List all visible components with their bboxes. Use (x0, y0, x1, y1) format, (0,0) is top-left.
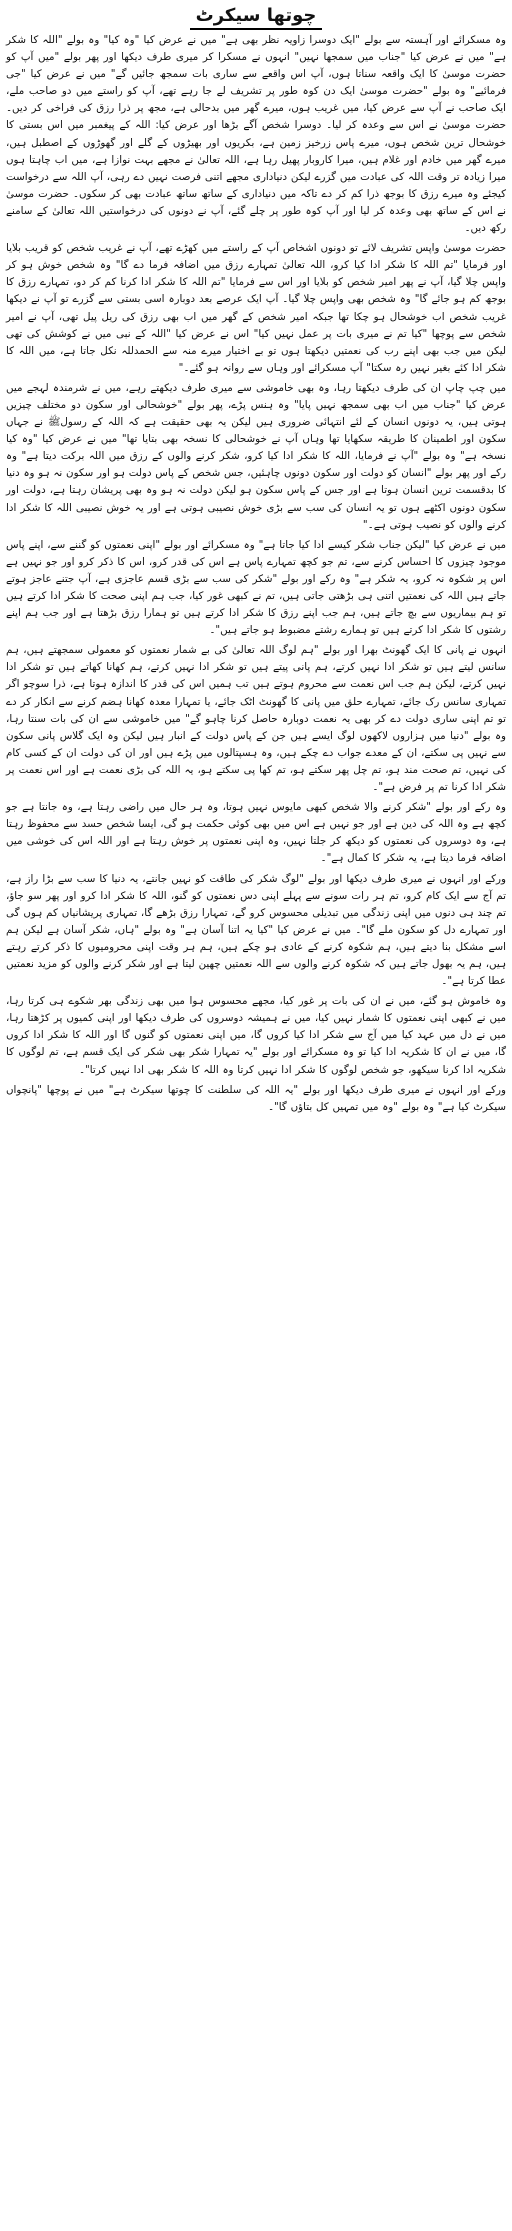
article-page (4, 2, 508, 2229)
paragraph-2: حضرت موسیٰ واپس تشریف لائے تو دونوں اشخاص آپ کے راستے میں کھڑے تھے، آپ نے غریب شخص کو قریب بلایا اور فرمایا "تم اللہ کا شکر ادا کیا کرو، اللہ تعالیٰ تمہارے رزق میں اضافہ فرما دے گا" وہ شخص خوش ہو کر واپس چلا گیا، آپ نے پھر امیر شخص کو بلایا اور اس سے فرمایا "تم اللہ کا شکر ادا کرنا کم کر دو، تمہارے رزق کا بوجھ کم ہو جائے گا" وہ شخص بھی واپس چلا گیا۔ آپ ایک عرصے بعد دوبارہ اسی بستی سے گزرے تو آپ نے دیکھا غریب شخص اب خوشحال ہو چکا تھا جبکہ امیر شخص کے گھر میں اب بھی رزق کی ریل پیل تھی، آپ نے امیر شخص سے پوچھا "کیا تم نے میری بات پر عمل نہیں کیا" اس نے عرض کیا "اللہ کے نبی میں نے کوشش کی تھی لیکن میں جب بھی اپنے رب کی نعمتیں دیکھتا ہوں تو بے اختیار میرے منہ سے الحمدللہ نکل جاتا ہے، میں اللہ کا شکر ادا کئے بغیر نہیں رہ سکتا" آپ مسکرائے اور وہاں سے روانہ ہو گئے۔" (6, 242, 506, 374)
paragraph-1: وہ مسکرائے اور آہستہ سے بولے "ایک دوسرا زاویہ نظر بھی ہے" میں نے عرض کیا "وہ کیا" وہ بولے "اللہ کا شکر ہے" میں نے عرض کیا "جناب میں سمجھا نہیں" انہوں نے مسکرا کر میری طرف دیکھا اور پھر بولے "میں آپ کو حضرت موسیٰ کا ایک واقعہ سناتا ہوں، آپ اس واقعے سے ساری بات سمجھ جائیں گے" میں نے عرض کیا "جی فرمائیے" وہ بولے "حضرت موسیٰ ایک دن کوہ طور پر تشریف لے جا رہے تھے، آپ کو راستے میں دو صاحب ملے، ایک صاحب نے آپ سے عرض کیا، میں غریب ہوں، میرے گھر میں بدحالی ہے، مجھ پر ذرا رزق کی فراخی کر دیں۔ حضرت موسیٰ نے اس سے وعدہ کر لیا۔ دوسرا شخص آگے بڑھا اور عرض کیا: اللہ کے پیغمبر میں اس بستی کا خوشحال ترین شخص ہوں، میرے پاس زرخیز زمین ہے، بکریوں اور بھیڑوں کے گلے اور گھوڑوں کے اصطبل ہیں، میرے گھر میں خادم اور غلام ہیں، میرا کاروبار پھیل رہا ہے، اللہ تعالیٰ نے مجھے بہت نوازا ہے، میں اب چاہتا ہوں میرا زیادہ تر وقت اللہ کی عبادت میں گزرے لیکن دنیاداری مجھے اتنی فرصت نہیں دے رہی، آپ اللہ سے درخواست کیجئے وہ میرے رزق کا بوجھ ذرا کم کر دے تاکہ میں دنیاداری کے ساتھ ساتھ عبادت بھی کر سکوں۔ حضرت موسیٰ نے اس کے ساتھ بھی وعدہ کر لیا اور آپ کوہ طور پر چلے گئے، آپ نے دونوں کی درخواستیں اللہ تعالیٰ کے سامنے رکھ دیں۔ (6, 34, 506, 235)
title-wrap (4, 2, 508, 28)
paragraph-6: وہ رکے اور بولے "شکر کرنے والا شخص کبھی مایوس نہیں ہوتا، وہ ہر حال میں راضی رہتا ہے، وہ جانتا ہے جو کچھ ہے وہ اللہ کی دین ہے اور جو نہیں ہے اس میں بھی کوئی حکمت ہو گی، ایسا شخص حسد سے محفوظ رہتا ہے، وہ دوسروں کی نعمتوں کو دیکھ کر جلتا نہیں، وہ اپنی نعمتوں پر خوش رہتا ہے اور اللہ اس کی خوشی میں اضافہ فرما دیتا ہے، یہ شکر کا کمال ہے"۔ (6, 801, 506, 865)
article-body (6, 32, 506, 1116)
paragraph-4: میں نے عرض کیا "لیکن جناب شکر کیسے ادا کیا جاتا ہے" وہ مسکرائے اور بولے "اپنی نعمتوں کو گننے سے، اپنے پاس موجود چیزوں کا احساس کرنے سے، تم جو کچھ تمہارے پاس ہے اس کی قدر کرو، اس کا ذکر کرو اور جو نہیں ہے اس پر شکوہ نہ کرو، یہ شکر ہے" وہ رکے اور بولے "شکر کی سب سے بڑی قسم عاجزی ہے، آپ جتنے عاجز ہوتے جاتے ہیں اللہ کی نعمتیں اتنی ہی بڑھتی جاتی ہیں، تم نے کبھی غور کیا، جب ہم اپنی صحت کا شکر ادا کرتے ہیں تو ہم بیماریوں سے بچ جاتے ہیں، ہم جب اپنے رزق کا شکر ادا کرتے ہیں تو ہمارا رزق بڑھتا ہے اور جب ہم اپنے رشتوں کا شکر ادا کرتے ہیں تو ہمارے رشتے مضبوط ہو جاتے ہیں"۔ (6, 538, 506, 637)
paragraph-3: میں چپ چاپ ان کی طرف دیکھتا رہا، وہ بھی خاموشی سے میری طرف دیکھتے رہے، میں نے شرمندہ لہجے میں عرض کیا "جناب میں اب بھی سمجھ نہیں پایا" وہ ہنس پڑے، پھر بولے "خوشحالی اور سکون دو مختلف چیزیں ہوتی ہیں، یہ دونوں انسان کے لئے انتہائی ضروری ہیں لیکن یہ بھی حقیقت ہے کہ اللہ کے رسولﷺ نے جہاں سکون اور اطمینان کا طریقہ سکھایا تھا وہاں آپ نے خوشحالی کا نسخہ بھی بتایا تھا" میں نے عرض کیا "وہ کیا نسخہ ہے" وہ بولے "آپ نے فرمایا، اللہ کا شکر ادا کیا کرو، شکر کرنے والوں کے رزق میں اللہ برکت دیتا ہے" وہ رکے اور پھر بولے "انسان کو دولت اور سکون دونوں چاہئیں، جس شخص کے پاس دولت ہو اور سکون نہ ہو وہ دنیا کا بدقسمت ترین انسان ہوتا ہے اور جس کے پاس سکون ہو لیکن دولت نہ ہو وہ بھی پریشان رہتا ہے، دولت اور سکون دونوں اکٹھے ہوں تو یہ انسان کی سب سے بڑی خوش نصیبی ہوتی ہے اور یہ خوش نصیبی اللہ کا شکر ادا کرنے والوں کو نصیب ہوتی ہے۔" (6, 381, 506, 531)
paragraph-8: وہ خاموش ہو گئے، میں نے ان کی بات پر غور کیا، مجھے محسوس ہوا میں بھی زندگی بھر شکوے ہی کرتا رہا، میں نے کبھی اپنی نعمتوں کا شمار نہیں کیا، میں نے ہمیشہ دوسروں کی طرف دیکھا اور اپنی کمیوں پر کڑھتا رہا، میں نے دل میں عہد کیا میں آج سے شکر ادا کیا کروں گا، میں اپنی نعمتوں کو گنوں گا اور اللہ کا شکر ادا کروں گا، میں نے ان کا شکریہ ادا کیا تو وہ مسکرائے اور بولے "یہ تمہارا شکر بھی شکر کی ایک قسم ہے، تم لوگوں کا شکریہ ادا کرنا سیکھو، جو شخص لوگوں کا شکر ادا نہیں کرتا وہ اللہ کا شکر بھی ادا نہیں کرتا"۔ (6, 995, 506, 1076)
paragraph-5: انہوں نے پانی کا ایک گھونٹ بھرا اور بولے "ہم لوگ اللہ تعالیٰ کی بے شمار نعمتوں کو معمولی سمجھتے ہیں، ہم سانس لیتے ہیں تو شکر ادا نہیں کرتے، ہم پانی پیتے ہیں تو شکر ادا نہیں کرتے، ہم کھانا کھاتے ہیں تو شکر ادا نہیں کرتے، لیکن ہم جب اس نعمت سے محروم ہوتے ہیں تب ہمیں اس کی قدر کا اندازہ ہوتا ہے، ذرا سوچو اگر تمہاری سانس رک جائے، تمہارے حلق میں پانی کا گھونٹ اٹک جائے، یا تمہارا معدہ کھانا ہضم کرنے سے انکار کر دے تو تم اپنی ساری دولت دے کر بھی یہ نعمت دوبارہ حاصل کرنا چاہو گے" میں خاموشی سے ان کی بات سنتا رہا، وہ بولے "دنیا میں ہزاروں لاکھوں لوگ ایسے ہیں جن کے پاس دولت کے انبار ہیں لیکن وہ ایک گلاس پانی سکون سے نہیں پی سکتے، ان کے معدے جواب دے چکے ہیں، وہ ہسپتالوں میں پڑے ہیں اور ان کی دولت ان کے کسی کام کی نہیں، تم صحت مند ہو، تم چل پھر سکتے ہو، تم کھا پی سکتے ہو، یہ اللہ کی بڑی نعمت ہے اور اس نعمت پر شکر ادا کرنا تم پر فرض ہے"۔ (6, 644, 506, 794)
paragraph-9: ورکے اور انہوں نے میری طرف دیکھا اور بولے "یہ اللہ کی سلطنت کا چوتھا سیکرٹ ہے" میں نے پوچھا "پانچواں سیکرٹ کیا ہے" وہ بولے "وہ میں تمہیں کل بتاؤں گا"۔ (6, 1083, 506, 1113)
article-title: چوتھا سیکرٹ (190, 6, 323, 30)
paragraph-7: ورکے اور انہوں نے میری طرف دیکھا اور بولے "لوگ شکر کی طاقت کو نہیں جانتے، یہ دنیا کا سب سے بڑا راز ہے، تم آج سے ایک کام کرو، تم ہر رات سونے سے پہلے اپنی دس نعمتوں کو گنو، اللہ کا شکر ادا کرو اور پھر سو جاؤ، تم چند ہی دنوں میں اپنی زندگی میں تبدیلی محسوس کرو گے، تمہارا رزق بڑھے گا، تمہاری پریشانیاں کم ہوں گی اور تمہارے دل کو سکون ملے گا"۔ میں نے عرض کیا "کیا یہ اتنا آسان ہے" وہ بولے "ہاں، شکر آسان ہے لیکن ہم اسے مشکل بنا دیتے ہیں، ہم شکوہ کرنے کے عادی ہو چکے ہیں، ہم ہر وقت اپنی محرومیوں کا ذکر کرتے رہتے ہیں، ہم یہ بھول جاتے ہیں کہ شکوہ کرنے والوں سے اللہ نعمتیں چھین لیتا ہے اور شکر کرنے والوں کو مزید نعمتیں عطا کرتا ہے"۔ (6, 872, 506, 988)
